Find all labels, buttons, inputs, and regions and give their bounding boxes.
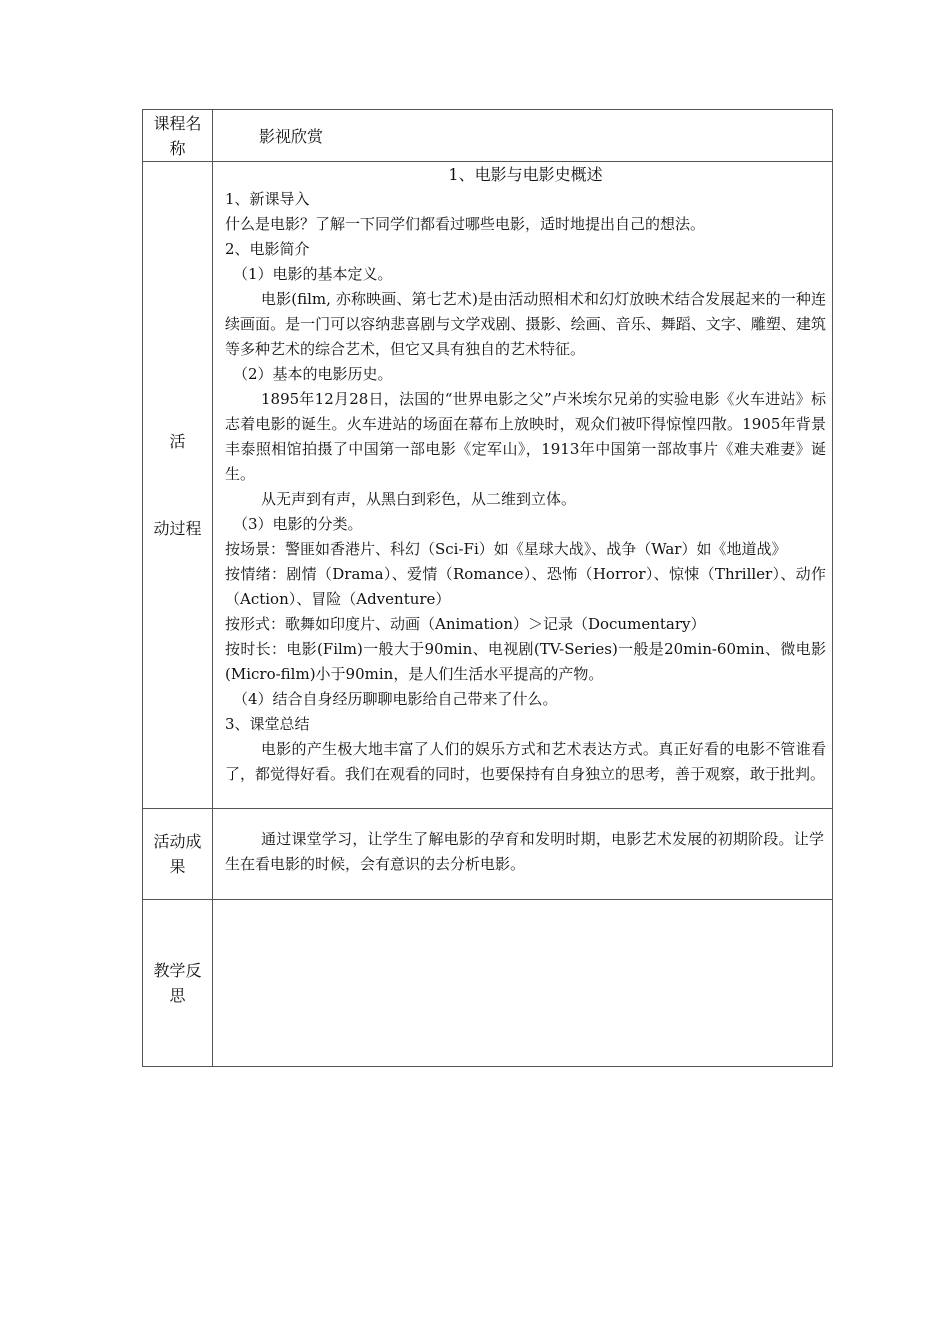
section-1-heading: 1、新课导入 xyxy=(225,190,310,208)
activity-process-row xyxy=(143,162,833,809)
category-by-emotion: 按情绪：剧情（Drama）、爱情（Romance）、恐怖（Horror）、惊悚（Thriller）、动作（Action）、冒险（Adventure） xyxy=(225,565,826,608)
section-2-3-heading: （3）电影的分类。 xyxy=(233,515,363,533)
category-by-form: 按形式：歌舞如印度片、动画（Animation）＞记录（Documentary） xyxy=(225,615,706,633)
course-name-label: 课程名称 xyxy=(143,110,213,162)
activity-process-text xyxy=(213,162,832,807)
activity-result-text xyxy=(213,809,833,900)
section-2-1-heading: （1）电影的基本定义。 xyxy=(233,265,393,283)
course-name-row xyxy=(143,110,833,162)
teaching-reflection-row xyxy=(143,900,833,1067)
lesson-title: 1、电影与电影史概述 xyxy=(448,165,603,184)
activity-process-label-bottom: 动过程 xyxy=(153,519,202,538)
category-by-scene: 按场景：警匪如香港片、科幻（Sci-Fi）如《星球大战》、战争（War）如《地道战》 xyxy=(225,540,787,558)
section-2-4-heading: （4）结合自身经历聊聊电影给自己带来了什么。 xyxy=(233,690,558,708)
activity-process-label xyxy=(143,162,213,809)
category-by-length: 按时长：电影(Film)一般大于90min、电视剧(TV-Series)一般是20min-60min、微电影(Micro-film)小于90min，是人们生活水平提高的产物。 xyxy=(225,640,826,683)
section-2-2-text: 1895年12月28日，法国的“世界电影之父”卢米埃尔兄弟的实验电影《火车进站》标志着电影的诞生。火车进站的场面在幕布上放映时，观众们被吓得惊惶四散。1905年背景丰泰照相馆拍摄了中国第一部电影《定军山》，1913年中国第一部故事片《难夫难妻》诞生。 xyxy=(225,390,826,483)
section-1-text: 什么是电影？了解一下同学们都看过哪些电影，适时地提出自己的想法。 xyxy=(225,215,706,233)
activity-result-label: 活动成果 xyxy=(143,809,213,900)
section-2-heading: 2、电影简介 xyxy=(225,240,310,258)
course-name-value: 影视欣赏 xyxy=(213,110,833,162)
section-2-1-text: 电影(film, 亦称映画、第七艺术)是由活动照相术和幻灯放映术结合发展起来的一种连续画面。是一门可以容纳悲喜剧与文学戏剧、摄影、绘画、音乐、舞蹈、文字、雕塑、建筑等多种艺术的综合艺术，但它又具有独自的艺术特征。 xyxy=(225,290,826,358)
section-3-text: 电影的产生极大地丰富了人们的娱乐方式和艺术表达方式。真正好看的电影不管谁看了，都觉得好看。我们在观看的同时，也要保持有自身独立的思考，善于观察，敢于批判。 xyxy=(225,740,826,783)
section-2-2-text-2: 从无声到有声，从黑白到彩色，从二维到立体。 xyxy=(261,490,577,508)
activity-result-paragraph: 通过课堂学习，让学生了解电影的孕育和发明时期，电影艺术发展的初期阶段。让学生在看电影的时候，会有意识的去分析电影。 xyxy=(225,830,824,873)
activity-process-content xyxy=(213,162,833,809)
section-3-heading: 3、课堂总结 xyxy=(225,715,310,733)
lesson-plan-table xyxy=(142,109,833,1067)
section-2-2-heading: （2）基本的电影历史。 xyxy=(233,365,393,383)
activity-result-row xyxy=(143,809,833,900)
teaching-reflection-content xyxy=(213,900,833,1067)
activity-process-label-top: 活 xyxy=(169,432,186,451)
teaching-reflection-label: 教学反思 xyxy=(143,900,213,1067)
